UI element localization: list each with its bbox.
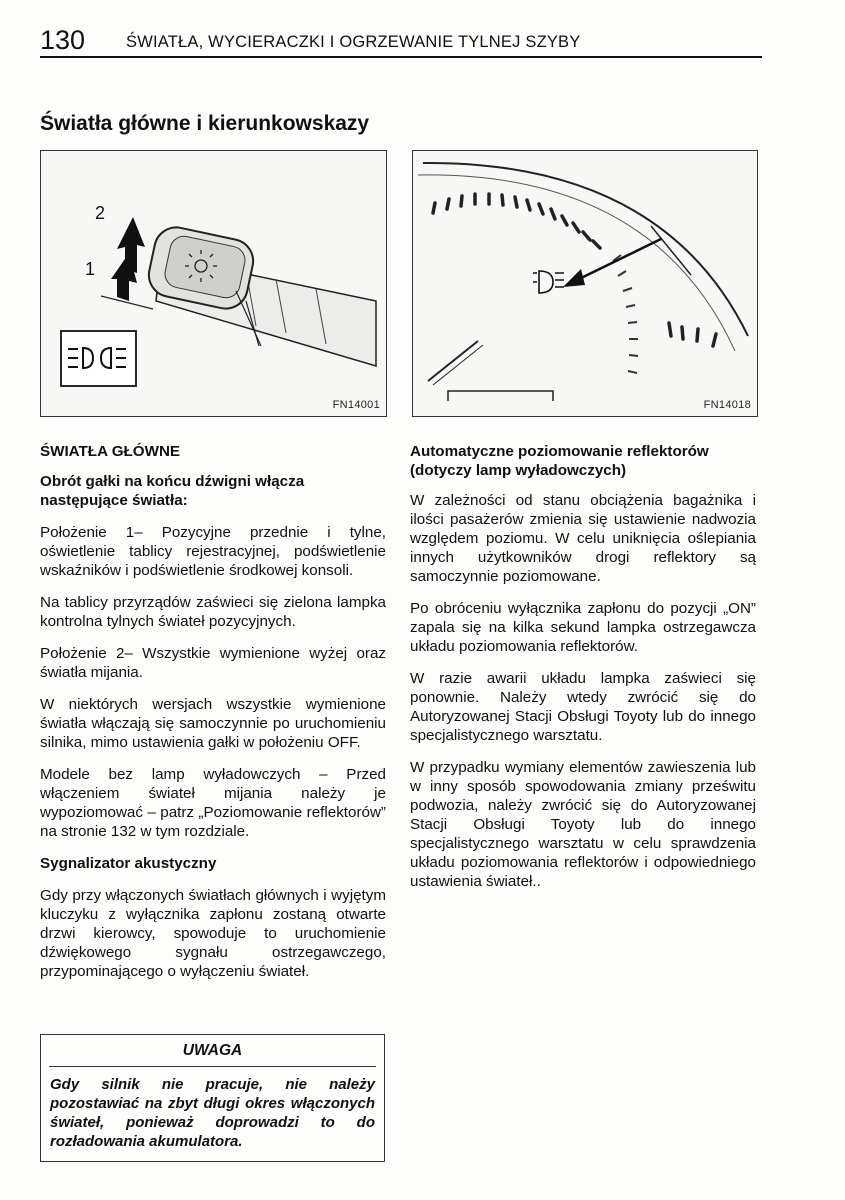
paragraph-auto-lights: W niektórych wersjach wszystkie wymienione światła włączają się samoczynnie po uruchomieniu silnika, mimo ustawienia gałki w położeniu OFF. bbox=[40, 696, 386, 751]
arrow-pointer-icon bbox=[563, 269, 585, 287]
warning-box bbox=[40, 1034, 385, 1162]
warning-divider bbox=[49, 1066, 376, 1067]
paragraph-leveling-purpose: W zależności od stanu obciążenia bagażnika i ilości pasażerów zmienia się ustawienie nadwozia względem poziomu. W celu uniknięcia oślepiania innych użytkowników drogi reflektory są samoczynnie poziomowane. bbox=[410, 492, 756, 585]
light-switch-lever-illustration bbox=[41, 151, 386, 416]
paragraph-position-1: Położenie 1– Pozycyjne przednie i tylne, oświetlenie tablicy rejestracyjnej, podświetlenie wskaźników i podświetlenie środkowej konsoli. bbox=[40, 524, 386, 579]
position-label-1: 1 bbox=[85, 259, 96, 279]
figure-light-switch-lever bbox=[40, 150, 387, 417]
instrument-gauge-illustration bbox=[413, 151, 757, 416]
running-header-title: ŚWIATŁA, WYCIERACZKI I OGRZEWANIE TYLNEJ SZYBY bbox=[126, 33, 581, 51]
paragraph-suspension-change: W przypadku wymiany elementów zawieszenia lub w inny sposób spowodowania zmiany prześwitu podwozia, należy zwrócić się do Autoryzowanej Stacji Obsługi Toyoty lub do innego specjalistycznego warsztatu w celu sprawdzenia układu poziomowania reflektorów i odpowiedniego ustawienia świateł.. bbox=[410, 759, 756, 890]
left-column bbox=[40, 442, 386, 994]
section-title: Światła główne i kierunkowskazy bbox=[40, 112, 370, 135]
subheading-acoustic-signal: Sygnalizator akustyczny bbox=[40, 855, 217, 872]
paragraph-models-without-xenon: Modele bez lamp wyładowczych – Przed włączeniem świateł mijania należy je wypoziomować – patrz „Poziomowanie reflektorów” na stronie 132 w tym rozdziale. bbox=[40, 766, 386, 840]
page-number: 130 bbox=[40, 25, 86, 55]
heading-main-lights: ŚWIATŁA GŁÓWNE bbox=[40, 443, 181, 460]
paragraph-system-failure: W razie awarii układu lampka zaświeci się ponownie. Należy wtedy zwrócić się do Autoryzowanej Stacji Obsługi Toyoty lub do innego specjalistycznego warsztatu. bbox=[410, 670, 756, 744]
intro-paragraph: Obrót gałki na końcu dźwigni włącza następujące światła: bbox=[40, 473, 305, 509]
paragraph-ignition-lamp: Po obróceniu wyłącznika zapłonu do pozycji „ON” zapala się na kilka sekund lampka ostrzegawcza układu poziomowania reflektorów. bbox=[410, 600, 756, 655]
right-column bbox=[410, 442, 756, 904]
figure-code-left: FN14001 bbox=[332, 399, 380, 411]
figure-instrument-cluster bbox=[412, 150, 758, 417]
position-label-2: 2 bbox=[95, 203, 106, 223]
paragraph-acoustic-signal: Gdy przy włączonych światłach głównych i wyjętym kluczyku z wyłącznika zapłonu zostaną otwarte drzwi kierowcy, spowoduje to uruchomienie dźwiękowego sygnału ostrzegawczego, przypominającego o wyłączeniu świateł. bbox=[40, 887, 386, 980]
header-rule bbox=[40, 56, 762, 58]
heading-auto-leveling: Automatyczne poziomowanie reflektorów (dotyczy lamp wyładowczych) bbox=[410, 443, 709, 479]
warning-title: UWAGA bbox=[182, 1042, 243, 1059]
warning-text: Gdy silnik nie pracuje, nie należy pozostawiać na zbyt długi okres włączonych świateł, ponieważ doprowadzi to do rozładowania akumulatora. bbox=[50, 1076, 375, 1150]
headlight-leveling-warning-icon bbox=[533, 271, 564, 293]
paragraph-position-2: Położenie 2– Wszystkie wymienione wyżej oraz światła mijania. bbox=[40, 645, 386, 681]
figure-code-right: FN14018 bbox=[703, 399, 751, 411]
paragraph-indicator-lamp: Na tablicy przyrządów zaświeci się zielona lampka kontrolna tylnych świateł pozycyjnych. bbox=[40, 594, 386, 630]
